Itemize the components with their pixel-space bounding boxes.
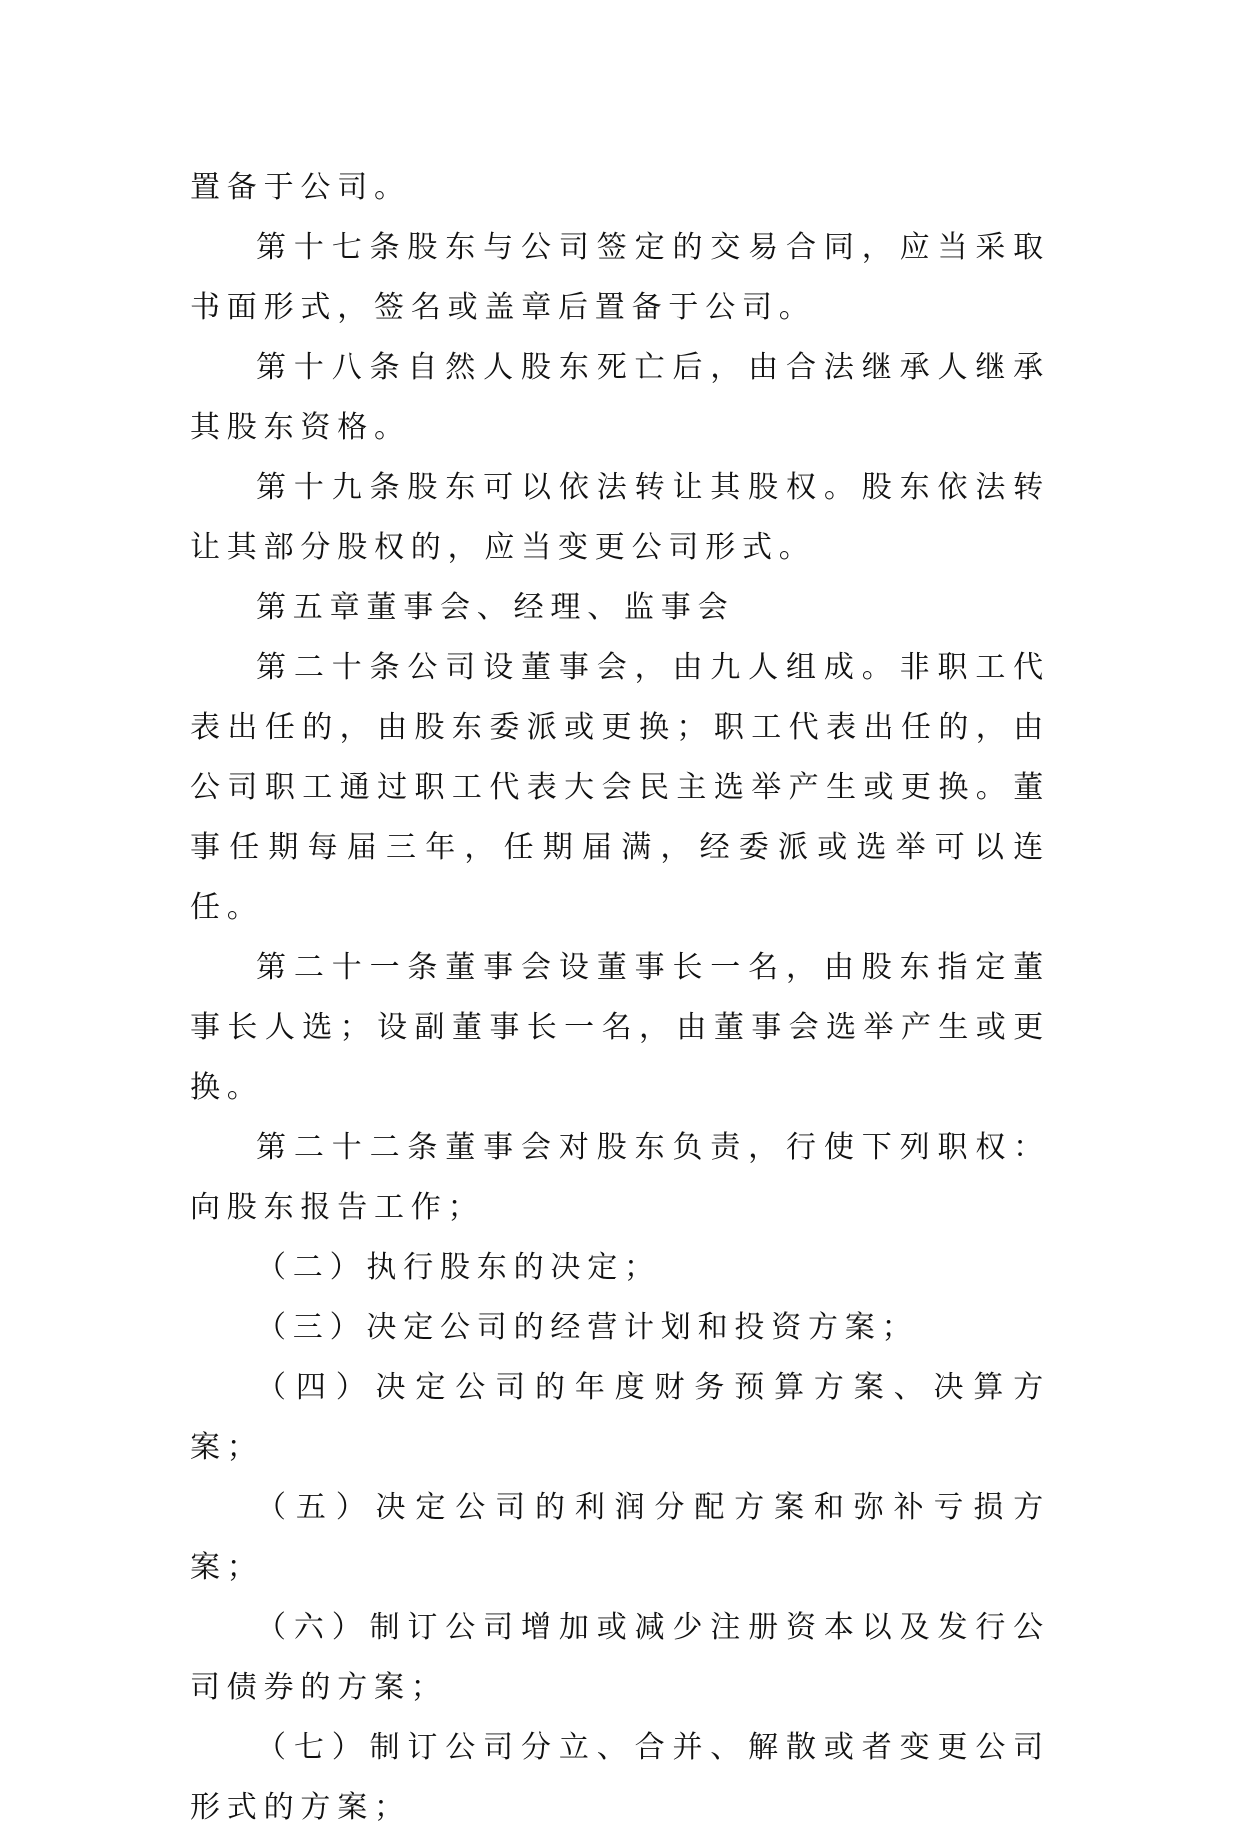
paragraph-article-22: 第二十二条董事会对股东负责，行使下列职权：向股东报告工作； xyxy=(190,1130,1050,1225)
paragraph-article-21: 第二十一条董事会设董事长一名，由股东指定董事长人选；设副董事长一名，由董事会选举产生或更换。 xyxy=(190,950,1050,1105)
list-item: （五）决定公司的利润分配方案和弥补亏损方案； xyxy=(190,1490,1050,1585)
list-item: （二）执行股东的决定； xyxy=(256,1250,661,1285)
paragraph-article-18: 第十八条自然人股东死亡后，由合法继承人继承其股东资格。 xyxy=(190,350,1050,445)
list-item: （七）制订公司分立、合并、解散或者变更公司形式的方案； xyxy=(190,1730,1050,1825)
paragraph: 置备于公司。 xyxy=(190,170,411,205)
list-item: （三）决定公司的经营计划和投资方案； xyxy=(256,1310,919,1345)
paragraph-article-17: 第十七条股东与公司签定的交易合同，应当采取书面形式，签名或盖章后置备于公司。 xyxy=(190,230,1050,325)
list-item: （四）决定公司的年度财务预算方案、决算方案； xyxy=(190,1370,1050,1465)
chapter-heading: 第五章董事会、经理、监事会 xyxy=(256,590,735,625)
paragraph-article-19: 第十九条股东可以依法转让其股权。股东依法转让其部分股权的，应当变更公司形式。 xyxy=(190,470,1050,565)
document-body xyxy=(190,158,1050,1838)
paragraph-article-20: 第二十条公司设董事会，由九人组成。非职工代表出任的，由股东委派或更换；职工代表出任的，由公司职工通过职工代表大会民主选举产生或更换。董事任期每届三年，任期届满，经委派或选举可以连任。 xyxy=(190,650,1050,925)
list-item: （六）制订公司增加或减少注册资本以及发行公司债券的方案； xyxy=(190,1610,1050,1705)
